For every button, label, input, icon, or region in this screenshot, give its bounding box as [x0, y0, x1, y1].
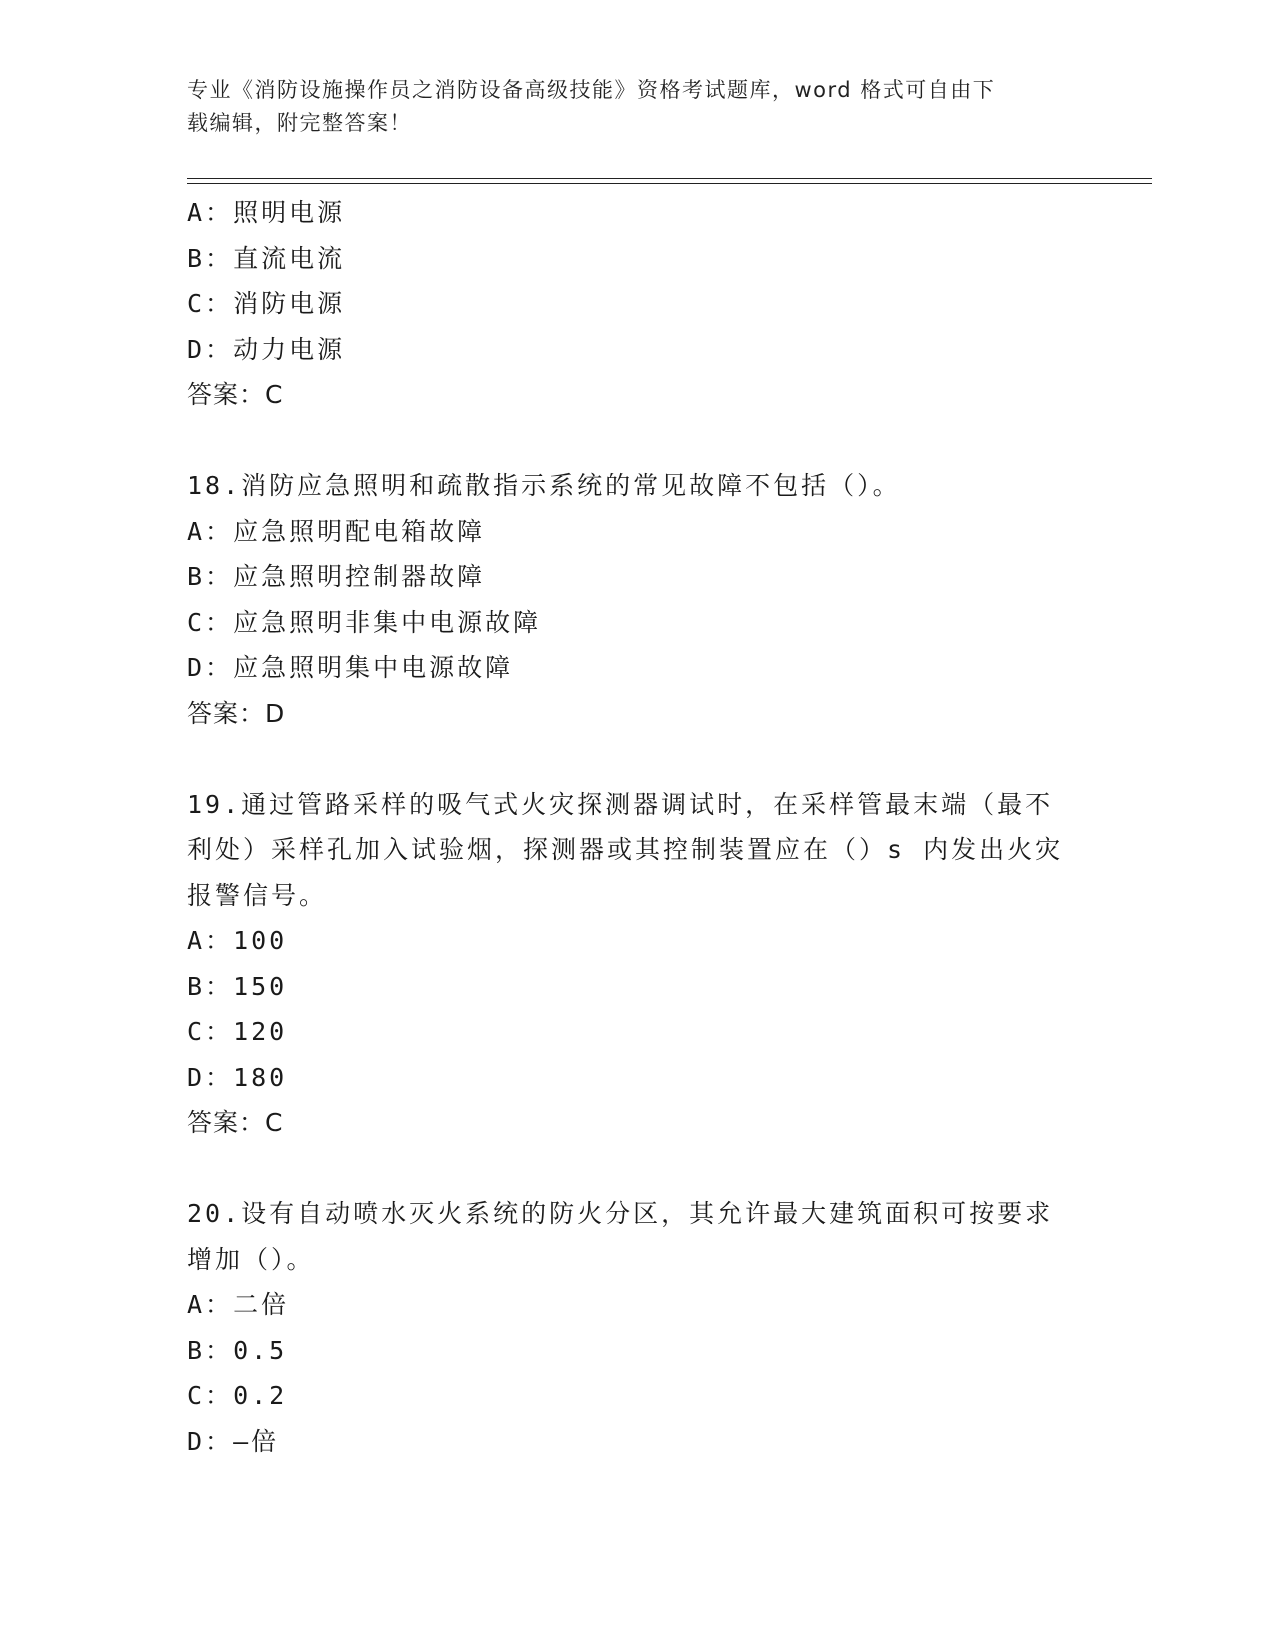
option-a [187, 509, 1087, 555]
option-text: 0.5 [233, 1335, 288, 1365]
header-line-1: 专业《消防设施操作员之消防设备高级技能》资格考试题库，word 格式可自由下 [187, 78, 996, 102]
option-d [187, 327, 1087, 373]
option-text: 照明电源 [233, 198, 346, 227]
question-text: 18.消防应急照明和疏散指示系统的常见故障不包括（）。 [187, 471, 901, 500]
header-divider-bottom [187, 183, 1152, 184]
option-letter: D： [187, 334, 234, 364]
question-text-line-1: 19.通过管路采样的吸气式火灾探测器调试时，在采样管最末端（最不 [187, 789, 1054, 819]
option-text: 二倍 [233, 1290, 290, 1319]
document-header [187, 74, 1067, 140]
option-letter: B： [187, 971, 234, 1001]
option-text: 180 [233, 1062, 288, 1092]
option-text: 0.2 [233, 1381, 288, 1410]
option-b [187, 554, 1087, 600]
option-letter: D： [187, 1062, 234, 1092]
option-b [187, 236, 1087, 282]
option-c [187, 600, 1087, 646]
option-letter: B： [187, 243, 234, 273]
option-text: 应急照明控制器故障 [233, 562, 486, 591]
option-letter: A： [187, 198, 234, 227]
option-letter: A： [187, 516, 234, 546]
header-line-2: 载编辑，附完整答案！ [187, 111, 412, 135]
option-b [187, 964, 1087, 1010]
option-text: 应急照明配电箱故障 [233, 516, 486, 546]
header-divider-top [187, 178, 1152, 179]
option-a [187, 190, 1087, 236]
option-c [187, 1009, 1087, 1055]
option-a [187, 918, 1087, 964]
option-d [187, 645, 1087, 691]
option-text: 100 [233, 926, 288, 955]
answer: 答案：C [187, 380, 284, 409]
option-b [187, 1328, 1087, 1374]
answer: 答案：D [187, 698, 286, 728]
option-letter: B： [187, 1335, 234, 1365]
question-text-line-3: 报警信号。 [187, 880, 328, 910]
option-letter: A： [187, 926, 234, 955]
option-c [187, 1373, 1087, 1419]
option-text: 应急照明集中电源故障 [233, 653, 514, 682]
option-letter: C： [187, 1381, 234, 1410]
option-a [187, 1282, 1087, 1328]
option-text: 150 [233, 971, 288, 1001]
question-20 [187, 1191, 1087, 1464]
question-text-line-2: 增加（）。 [187, 1244, 315, 1274]
option-letter: C： [187, 1017, 234, 1046]
option-text: 直流电流 [233, 243, 346, 273]
question-text-line-1: 20.设有自动喷水灭火系统的防火分区，其允许最大建筑面积可按要求 [187, 1199, 1054, 1228]
question-17-continuation [187, 190, 1087, 418]
answer: 答案：C [187, 1108, 284, 1137]
option-letter: D： [187, 653, 234, 682]
question-list [187, 190, 1087, 1464]
option-d [187, 1419, 1087, 1465]
question-text-line-2: 利处）采样孔加入试验烟，探测器或其控制装置应在（）s 内发出火灾 [187, 835, 1064, 864]
question-19 [187, 782, 1087, 1146]
option-letter: B： [187, 562, 234, 591]
option-letter: D： [187, 1426, 234, 1456]
option-c [187, 281, 1087, 327]
question-18 [187, 463, 1087, 736]
option-text: 消防电源 [233, 289, 346, 318]
option-text: —倍 [233, 1426, 280, 1456]
option-letter: C： [187, 289, 234, 318]
option-letter: C： [187, 607, 234, 637]
option-text: 应急照明非集中电源故障 [233, 607, 542, 637]
option-d [187, 1055, 1087, 1101]
option-text: 动力电源 [233, 334, 346, 364]
option-text: 120 [233, 1017, 288, 1046]
option-letter: A： [187, 1290, 234, 1319]
